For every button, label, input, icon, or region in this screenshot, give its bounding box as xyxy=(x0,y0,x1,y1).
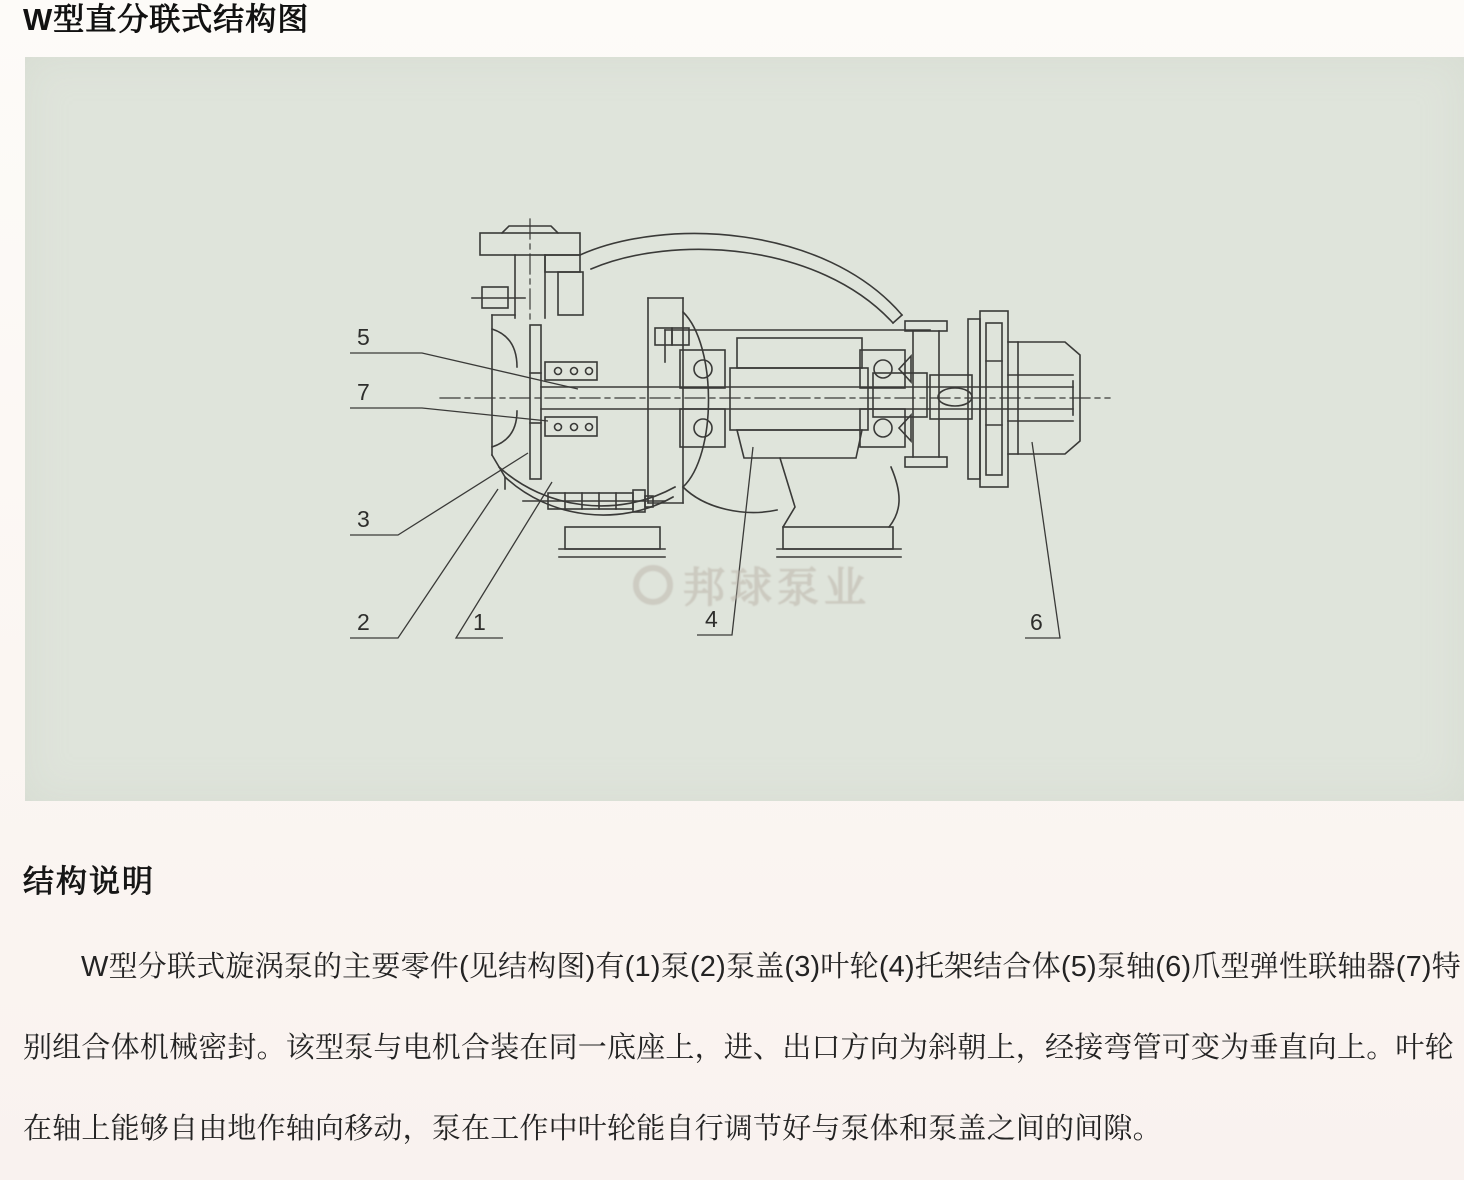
part-label-6: 6 xyxy=(1030,609,1043,635)
part-label-1: 1 xyxy=(473,609,486,635)
part-callout-7 xyxy=(350,379,548,421)
part-label-5: 5 xyxy=(357,324,370,350)
part-label-7: 7 xyxy=(357,379,370,405)
part-callout-6 xyxy=(1025,442,1060,638)
part-label-4: 4 xyxy=(705,606,718,632)
part-label-2: 2 xyxy=(357,609,370,635)
bearing-bracket xyxy=(665,321,947,467)
part-callout-5 xyxy=(350,324,578,389)
paragraph-line-1: W型分联式旋涡泵的主要零件(见结构图)有(1)泵(2)泵盖(3)叶轮(4)托架结合体(5)泵轴(6)爪型弹性联轴器(7)特 xyxy=(81,951,1461,983)
impeller xyxy=(530,325,541,479)
paragraph-line-3: 在轴上能够自由地作轴向移动，泵在工作中叶轮能自行调节好与泵体和泵盖之间的间隙。 xyxy=(23,1113,1162,1145)
part-label-3: 3 xyxy=(357,506,370,532)
section-heading: 结构说明 xyxy=(23,864,155,899)
watermark-logo-icon xyxy=(633,565,673,605)
paragraph-line-2: 别组合体机械密封。该型泵与电机合装在同一底座上，进、出口方向为斜朝上，经接弯管可变为垂直向上。叶轮 xyxy=(23,1032,1454,1064)
pump-suction-flange xyxy=(472,219,583,323)
page-title: W型直分联式结构图 xyxy=(23,2,310,37)
pedestal-and-base xyxy=(559,458,901,557)
bracket-arch xyxy=(580,234,902,323)
watermark-text: 邦球泵业 xyxy=(683,564,872,611)
structure-diagram-panel xyxy=(25,57,1464,801)
watermark xyxy=(633,555,871,615)
mechanical-seal xyxy=(545,362,597,436)
claw-coupling xyxy=(930,311,1080,487)
part-callout-1 xyxy=(456,482,552,638)
part-callout-3 xyxy=(350,453,528,535)
pump-cross-section-drawing xyxy=(25,57,1464,800)
